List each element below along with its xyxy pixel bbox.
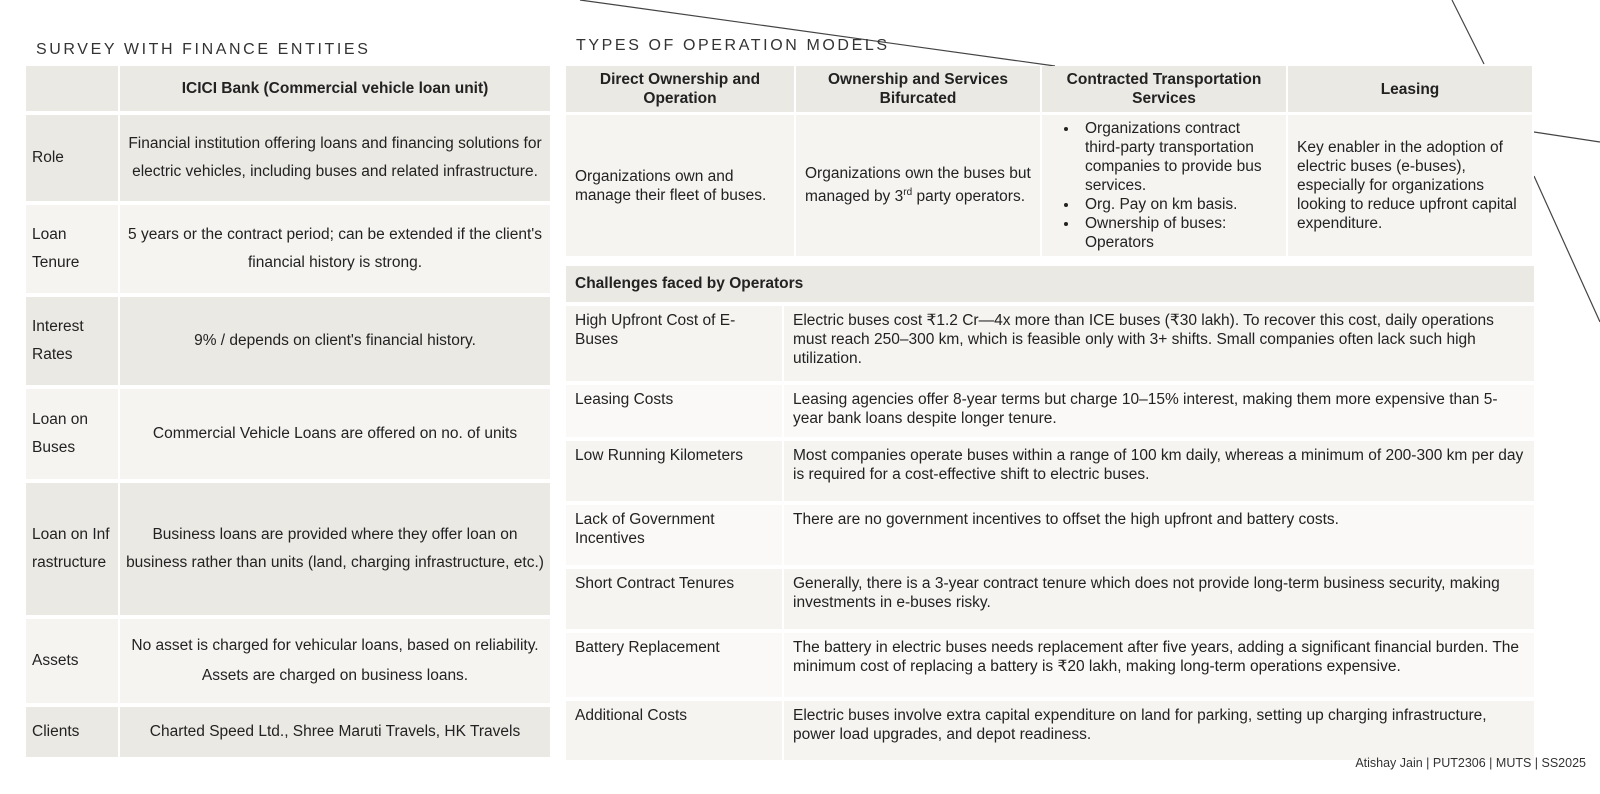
operation-models-heading: TYPES OF OPERATION MODELS (576, 37, 890, 54)
row-label-loan-tenure: Loan Tenure (26, 201, 120, 293)
table-row (26, 703, 550, 757)
row-value-loan-on-buses: Commercial Vehicle Loans are offered on no. of units (120, 385, 550, 479)
challenge-label: Additional Costs (566, 697, 784, 760)
contracted-bullet-list (1051, 119, 1277, 252)
table-row (566, 381, 1534, 437)
row-label-clients: Clients (26, 703, 120, 757)
finance-header-blank (26, 66, 120, 111)
ownership-bifurcated-desc (796, 112, 1042, 256)
challenge-text: Electric buses cost ₹1.2 Cr—4x more than ICE buses (₹30 lakh). To recover this cost, daily operations must reach 250–300 km, which is feasible only with 3+ shifts. Small companies often lack such high utilization. (784, 302, 1534, 381)
bifurcated-text: Organizations own the buses but managed by 3 (805, 165, 1031, 206)
challenges-heading: Challenges faced by Operators (566, 266, 1534, 302)
challenge-label: Lack of Government Incentives (566, 501, 784, 565)
row-label-interest-rates: Interest Rates (26, 293, 120, 385)
row-label-loan-on-infrastructure: Loan on Infrastructure (26, 479, 120, 615)
challenge-text: There are no government incentives to offset the high upfront and battery costs. (784, 501, 1534, 565)
row-value-clients: Charted Speed Ltd., Shree Maruti Travels, HK Travels (120, 703, 550, 757)
col-contracted-services: Contracted Transportation Services (1042, 66, 1288, 112)
table-row (566, 437, 1534, 501)
bifurcated-text-end: party operators. (912, 188, 1026, 206)
contracted-services-desc (1042, 112, 1288, 256)
challenge-text: Leasing agencies offer 8-year terms but charge 10–15% interest, making them more expensive than 5-year bank loans despite longer tenure. (784, 381, 1534, 437)
table-row (566, 501, 1534, 565)
assets-vehicular-text: No asset is charged for vehicular loans, based on reliability. (131, 637, 539, 654)
table-row (566, 302, 1534, 381)
list-item: • Org. Pay on km basis. (1079, 195, 1277, 214)
direct-ownership-desc: Organizations own and manage their fleet of buses. (566, 112, 796, 256)
row-label-role: Role (26, 111, 120, 201)
finance-survey-heading: SURVEY WITH FINANCE ENTITIES (36, 41, 371, 58)
table-row (26, 111, 550, 201)
table-row (566, 697, 1534, 760)
challenge-label: Leasing Costs (566, 381, 784, 437)
bifurcated-ordinal: rd (903, 187, 913, 199)
row-value-loan-tenure: 5 years or the contract period; can be extended if the client's financial history is strong. (120, 201, 550, 293)
operation-models-table (566, 66, 1534, 256)
table-row (566, 629, 1534, 697)
challenge-text: Generally, there is a 3-year contract tenure which does not provide long-term business security, making investments in e-buses risky. (784, 565, 1534, 629)
leasing-desc: Key enabler in the adoption of electric buses (e-buses), especially for organizations looking to reduce upfront capital expenditure. (1288, 112, 1534, 256)
row-value-interest-rates: 9% / depends on client's financial history. (120, 293, 550, 385)
row-value-loan-on-infrastructure: Business loans are provided where they offer loan on business rather than units (land, charging infrastructure, etc.) (120, 479, 550, 615)
table-row (26, 479, 550, 615)
row-value-role: Financial institution offering loans and financing solutions for electric vehicles, including buses and related infrastructure. (120, 111, 550, 201)
finance-survey-table (26, 66, 550, 757)
table-row (26, 293, 550, 385)
table-row (566, 565, 1534, 629)
table-row (26, 201, 550, 293)
challenge-text: Most companies operate buses within a range of 100 km daily, whereas a minimum of 200-300 km per day is required for a cost-effective shift to electric buses. (784, 437, 1534, 501)
finance-header-row (26, 66, 550, 111)
row-label-assets: Assets (26, 615, 120, 703)
challenge-text: Electric buses involve extra capital expenditure on land for parking, setting up charging infrastructure, power load upgrades, and depot readiness. (784, 697, 1534, 760)
challenge-label: High Upfront Cost of E-Buses (566, 302, 784, 381)
row-label-loan-on-buses: Loan on Buses (26, 385, 120, 479)
table-row (26, 385, 550, 479)
challenges-table (566, 266, 1534, 760)
footer-credits: Atishay Jain | PUT2306 | MUTS | SS2025 (1355, 756, 1586, 770)
table-row (26, 615, 550, 703)
models-header-row (566, 66, 1534, 112)
challenge-label: Low Running Kilometers (566, 437, 784, 501)
challenge-label: Short Contract Tenures (566, 565, 784, 629)
assets-business-text: Assets are charged on business loans. (201, 667, 469, 684)
col-ownership-bifurcated: Ownership and Services Bifurcated (796, 66, 1042, 112)
row-value-assets (120, 615, 550, 703)
list-item: • Organizations contract third-party transportation companies to provide bus services. (1079, 119, 1277, 195)
col-leasing: Leasing (1288, 66, 1534, 112)
challenge-label: Battery Replacement (566, 629, 784, 697)
finance-entity-name: ICICI Bank (Commercial vehicle loan unit) (120, 66, 550, 111)
challenge-text: The battery in electric buses needs replacement after five years, adding a significant financial burden. The minimum cost of replacing a battery is ₹20 lakh, making long-term operations expensive. (784, 629, 1534, 697)
challenges-header-row (566, 266, 1534, 302)
list-item: • Ownership of buses: Operators (1079, 214, 1277, 252)
models-body-row (566, 112, 1534, 256)
col-direct-ownership: Direct Ownership and Operation (566, 66, 796, 112)
